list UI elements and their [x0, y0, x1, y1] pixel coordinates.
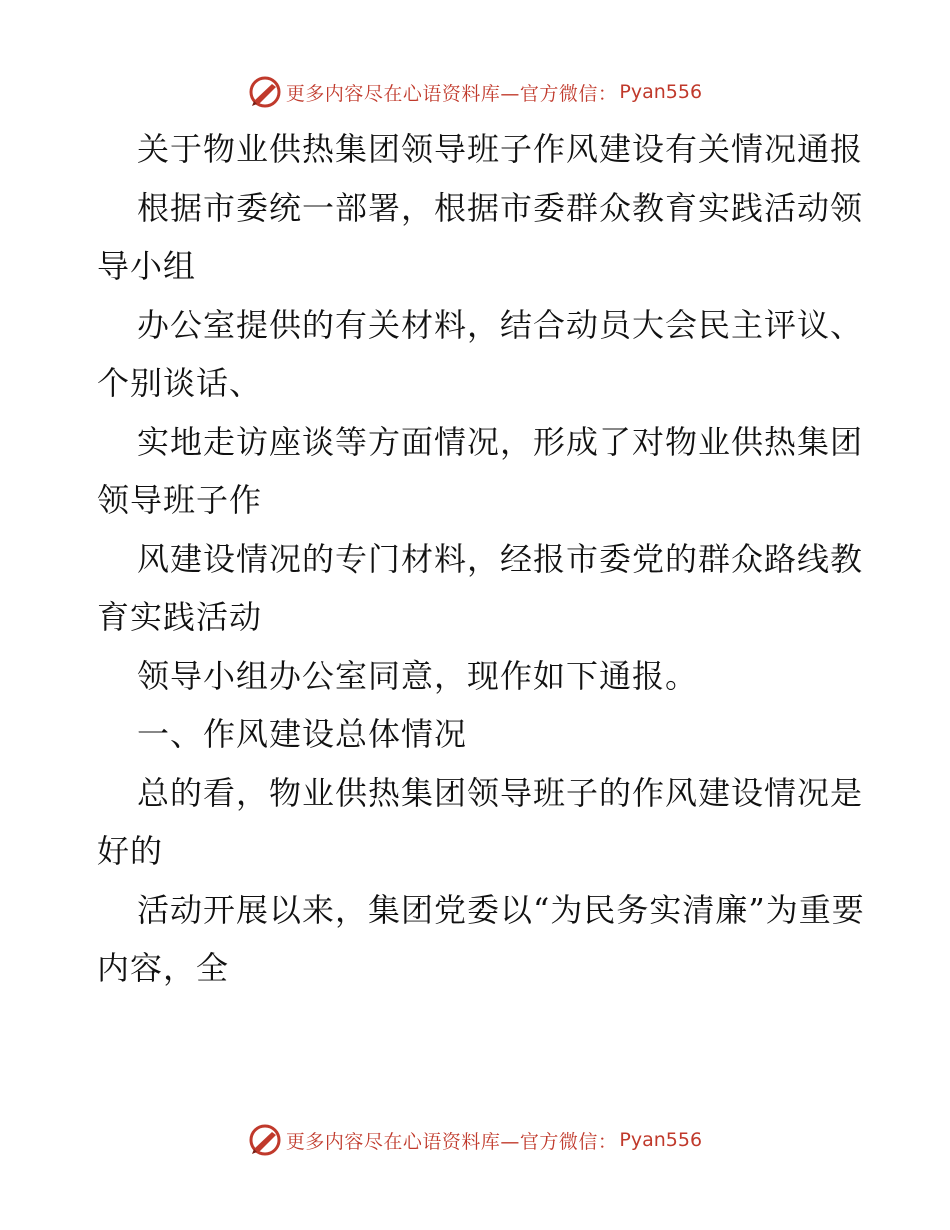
- document-body: [97, 120, 867, 998]
- body-paragraph: 办公室提供的有关材料，结合动员大会民主评议、个别谈话、: [97, 305, 864, 402]
- header-watermark-banner: [0, 72, 950, 112]
- banner-wechat-handle: Pyan556: [619, 81, 703, 103]
- body-paragraph: 领导小组办公室同意，现作如下通报。: [137, 656, 699, 695]
- body-paragraph: 根据市委统一部署，根据市委群众教育实践活动领导小组: [97, 188, 864, 285]
- body-paragraph: 活动开展以来，集团党委以“为民务实清廉”为重要内容，全: [97, 890, 865, 987]
- pen-logo-icon: [248, 1123, 282, 1157]
- body-paragraph: 总的看，物业供热集团领导班子的作风建设情况是好的: [97, 773, 864, 870]
- body-paragraph: 实地走访座谈等方面情况，形成了对物业供热集团领导班子作: [97, 422, 864, 519]
- pen-logo-icon: [248, 75, 282, 109]
- banner-wechat-handle: Pyan556: [619, 1129, 703, 1151]
- banner-text: 更多内容尽在心语资料库—官方微信：: [285, 1130, 618, 1153]
- footer-watermark-banner: [0, 1120, 950, 1160]
- section-heading: 一、作风建设总体情况: [137, 715, 468, 753]
- document-title: 关于物业供热集团领导班子作风建设有关情况通报: [137, 130, 864, 168]
- body-paragraph: 风建设情况的专门材料，经报市委党的群众路线教育实践活动: [97, 539, 864, 636]
- banner-text: 更多内容尽在心语资料库—官方微信：: [285, 82, 618, 105]
